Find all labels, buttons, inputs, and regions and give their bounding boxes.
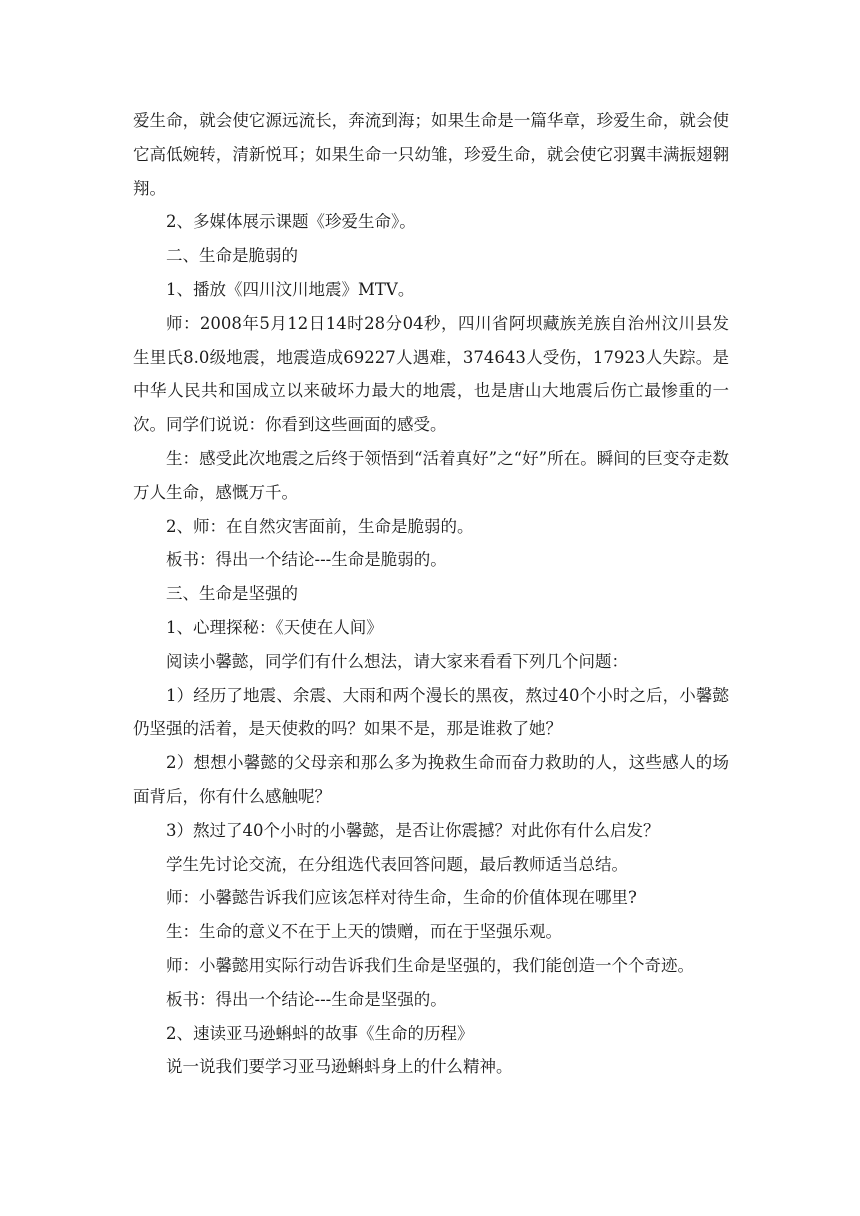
- question-1: 1）经历了地震、余震、大雨和两个漫长的黑夜，熬过40个小时之后，小馨懿仍坚强的活着，是天使救的吗？如果不是，那是谁救了她？: [133, 685, 729, 739]
- paragraph-17: 生：生命的意义不在于上天的馈赠，而在于坚强乐观。: [166, 922, 562, 942]
- paragraph-7: 2、师：在自然灾害面前，生命是脆弱的。: [166, 516, 474, 536]
- paragraph-6: 生：感受此次地震之后终于领悟到“活着真好”之“好”所在。瞬间的巨变夺走数万人生命，感慨万千。: [133, 448, 729, 502]
- paragraph-10: 1、心理探秘：《天使在人间》: [166, 617, 383, 637]
- section-heading-strong: 三、生命是坚强的: [166, 584, 298, 604]
- paragraph-11: 阅读小馨懿，同学们有什么想法，请大家来看看下列几个问题：: [166, 651, 628, 671]
- question-3: 3）熬过了40个小时的小馨懿，是否让你震撼？对此你有什么启发？: [166, 820, 660, 840]
- paragraph-2: 2、多媒体展示课题《珍爱生命》。: [166, 212, 416, 232]
- paragraph-18: 师：小馨懿用实际行动告诉我们生命是坚强的，我们能创造一个个奇迹。: [166, 955, 694, 975]
- section-heading-fragile: 二、生命是脆弱的: [166, 246, 298, 266]
- paragraph-16: 师：小馨懿告诉我们应该怎样对待生命，生命的价值体现在哪里?: [166, 888, 637, 908]
- paragraph-19: 板书：得出一个结论---生命是坚强的。: [166, 989, 447, 1009]
- paragraph-8: 板书：得出一个结论---生命是脆弱的。: [166, 550, 447, 570]
- paragraph-1: 爱生命，就会使它源远流长，奔流到海；如果生命是一篇华章，珍爱生命，就会使它高低婉转，清新悦耳；如果生命一只幼雏，珍爱生命，就会使它羽翼丰满振翅翱翔。: [133, 111, 729, 198]
- paragraph-4: 1、播放《四川汶川地震》MTV。: [166, 279, 415, 299]
- question-2: 2）想想小馨懿的父母亲和那么多为挽救生命而奋力救助的人，这些感人的场面背后，你有什么感触呢？: [133, 753, 729, 806]
- paragraph-21: 说一说我们要学习亚马逊蝌蚪身上的什么精神。: [166, 1057, 513, 1077]
- document-body: [133, 104, 729, 1084]
- paragraph-20: 2、速读亚马逊蝌蚪的故事《生命的历程》: [166, 1023, 474, 1043]
- paragraph-15: 学生先讨论交流，在分组选代表回答问题，最后教师适当总结。: [166, 854, 628, 874]
- paragraph-5: 师：2008年5月12日14时28分04秒，四川省阿坝藏族羌族自治州汶川县发生里氏8.0级地震，地震造成69227人遇难，374643人受伤，17923人失踪。是中华人民共和国成立以来破坏力最大的地震，也是唐山大地震后伤亡最惨重的一次。同学们说说：你看到这些画面的感受。: [133, 313, 729, 435]
